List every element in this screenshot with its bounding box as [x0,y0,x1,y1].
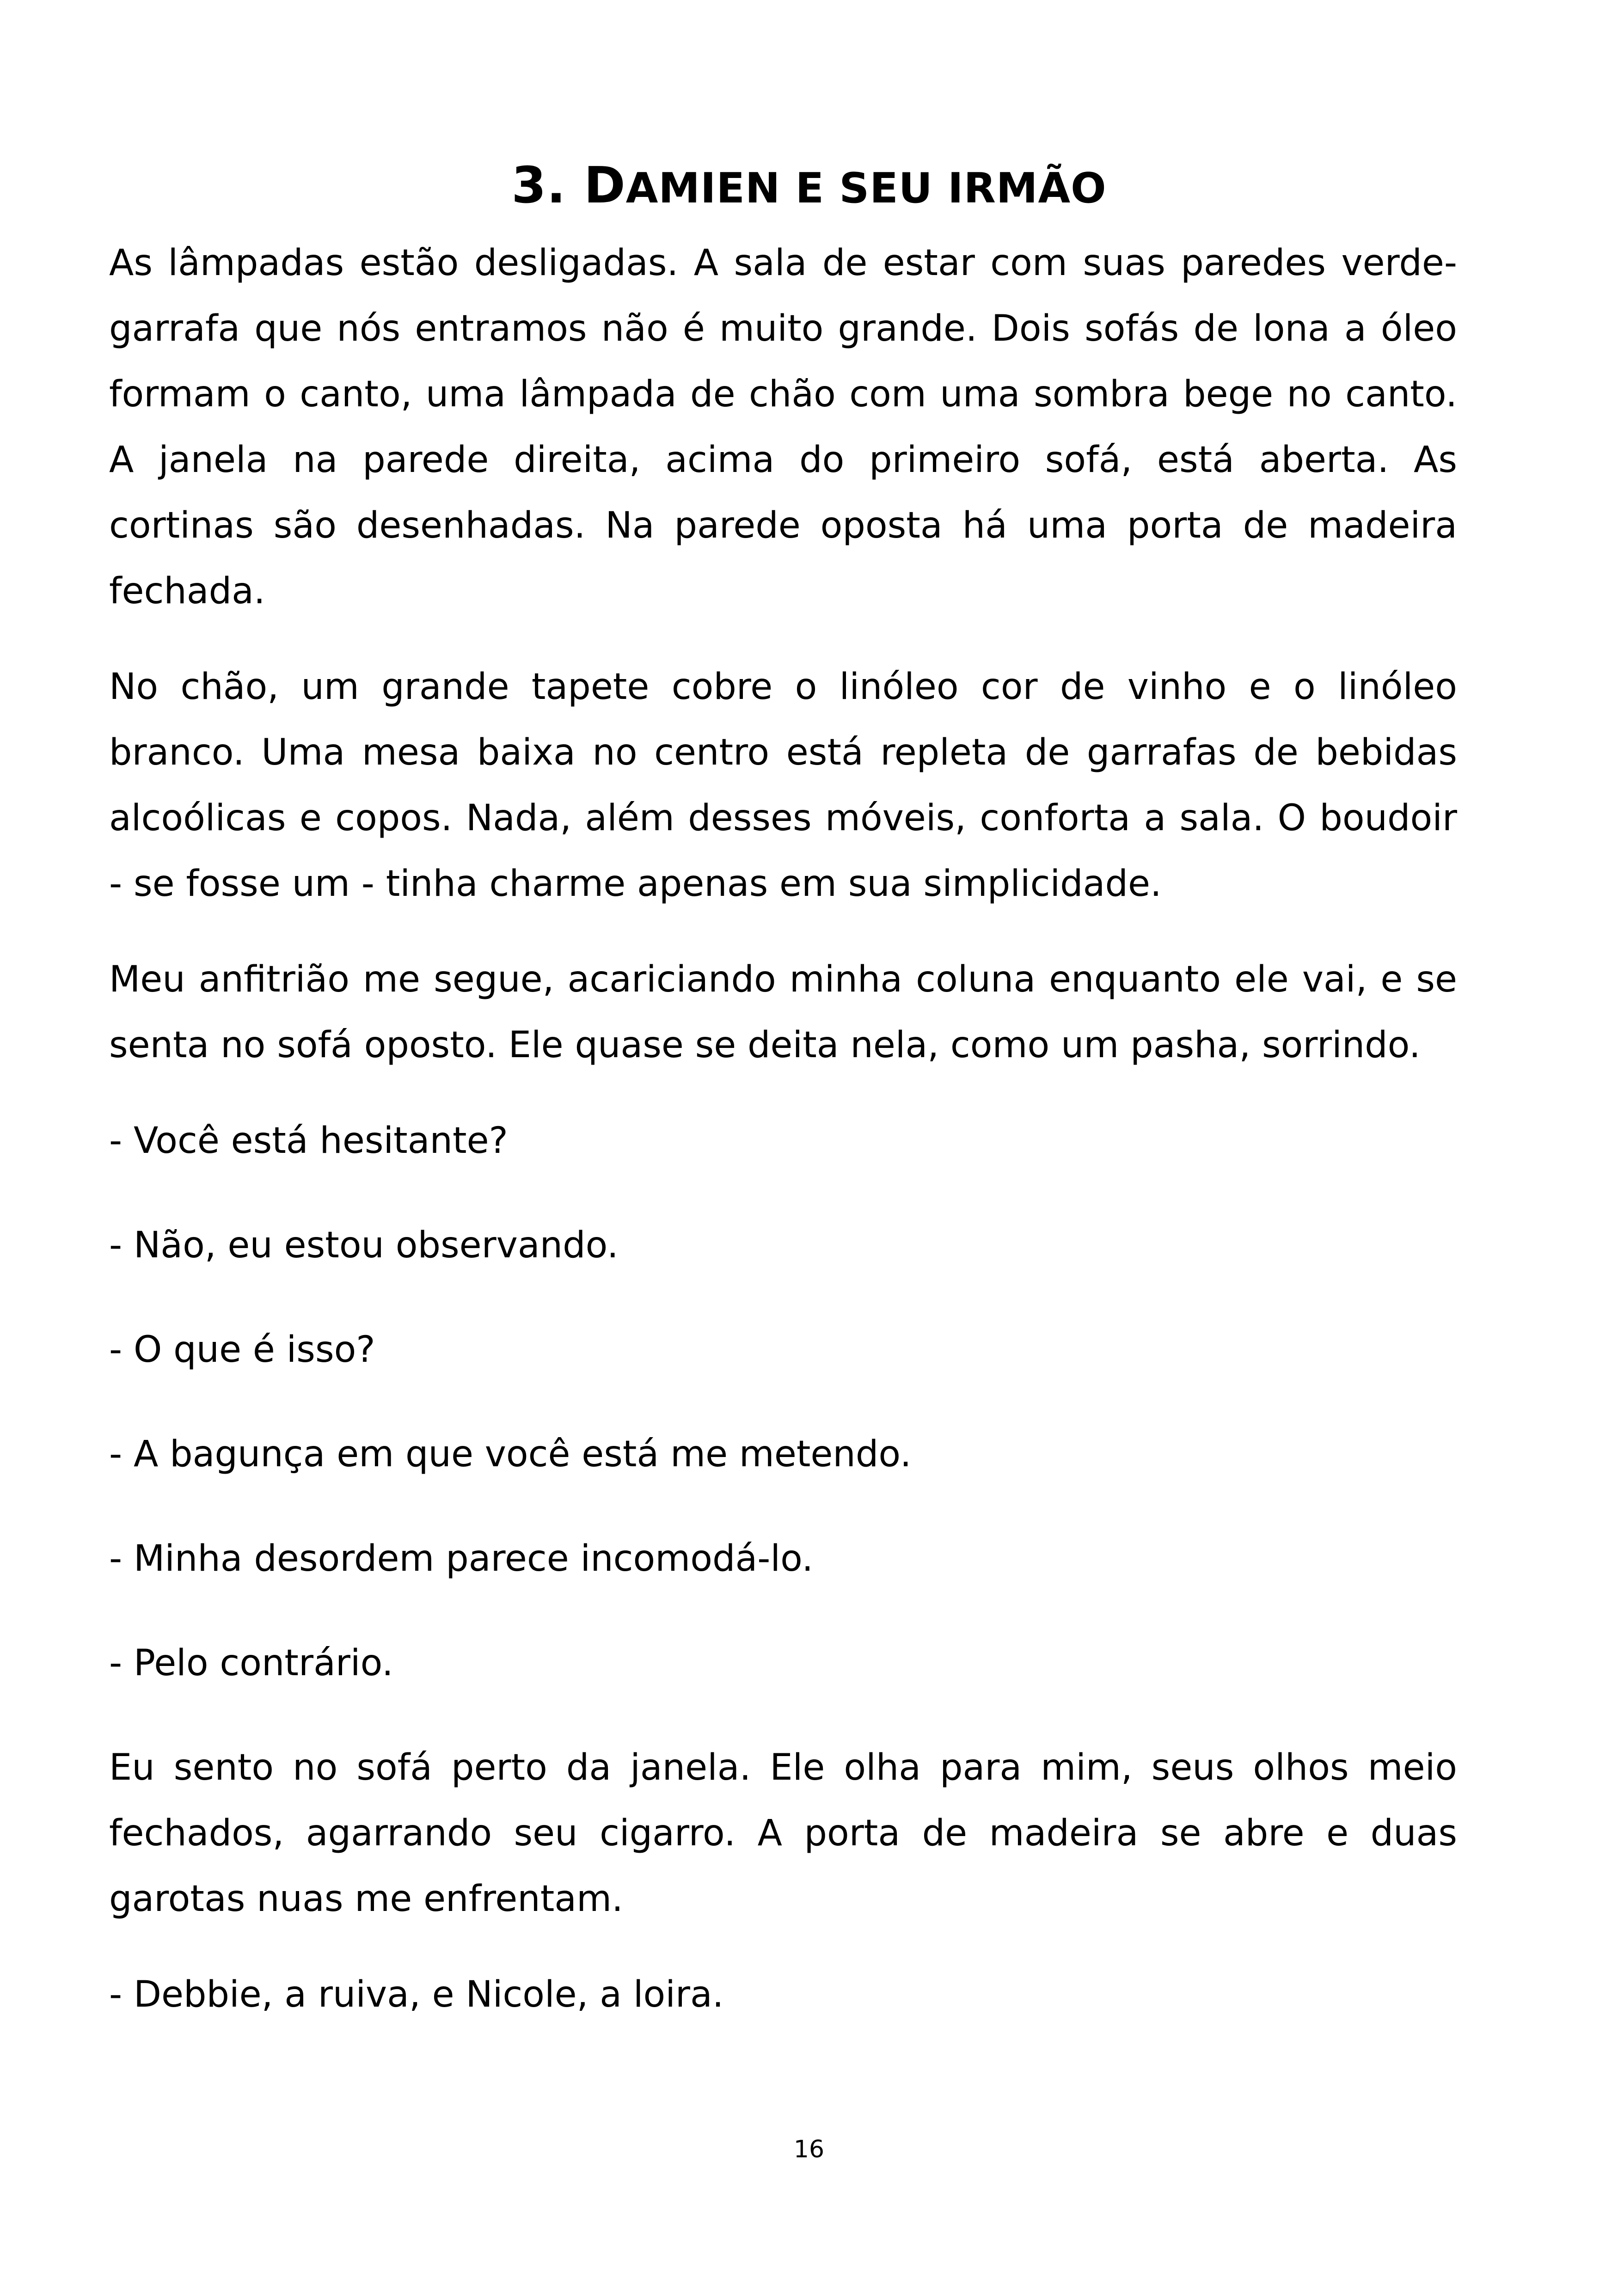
paragraph: No chão, um grande tapete cobre o linóleo cor de vinho e o linóleo branco. Uma mesa baixa no centro está repleta de garrafas de bebidas alcoólicas e copos. Nada, além desses móveis, conforta a sala. O boudoir - se fosse um - tinha charme apenas em sua simplicidade. [109,666,1457,905]
chapter-title-initial: D [584,157,626,215]
chapter-number: 3. [511,157,566,215]
dialogue-line: - Não, eu estou observando. [109,1225,619,1266]
dialogue-line: - A bagunça em que você está me metendo. [109,1433,912,1475]
page-number: 16 [793,2136,825,2163]
paragraph: Eu sento no sofá perto da janela. Ele olha para mim, seus olhos meio fechados, agarrando seu cigarro. A porta de madeira se abre e duas garotas nuas me enfrentam. [109,1747,1457,1920]
dialogue-line: - Minha desordem parece incomodá-lo. [109,1538,814,1580]
dialogue-line: - Pelo contrário. [109,1642,393,1684]
chapter-title-rest: AMIEN E SEU IRMÃO [625,164,1107,213]
dialogue-line: - Você está hesitante? [109,1120,508,1162]
dialogue-line: - Debbie, a ruiva, e Nicole, a loira. [109,1974,724,2015]
paragraph: Meu anfitrião me segue, acariciando minha coluna enquanto ele vai, e se senta no sofá oposto. Ele quase se deita nela, como um pasha, sorrindo. [109,959,1457,1066]
dialogue-line: - O que é isso? [109,1329,375,1371]
paragraph: As lâmpadas estão desligadas. A sala de estar com suas paredes verde-garrafa que nós entramos não é muito grande. Dois sofás de lona a óleo formam o canto, uma lâmpada de chão com uma sombra bege no canto. A janela na parede direita, acima do primeiro sofá, está aberta. As cortinas são desenhadas. Na parede oposta há uma porta de madeira fechada. [109,242,1457,612]
chapter-body [109,230,1457,2066]
chapter-title [0,151,1618,223]
